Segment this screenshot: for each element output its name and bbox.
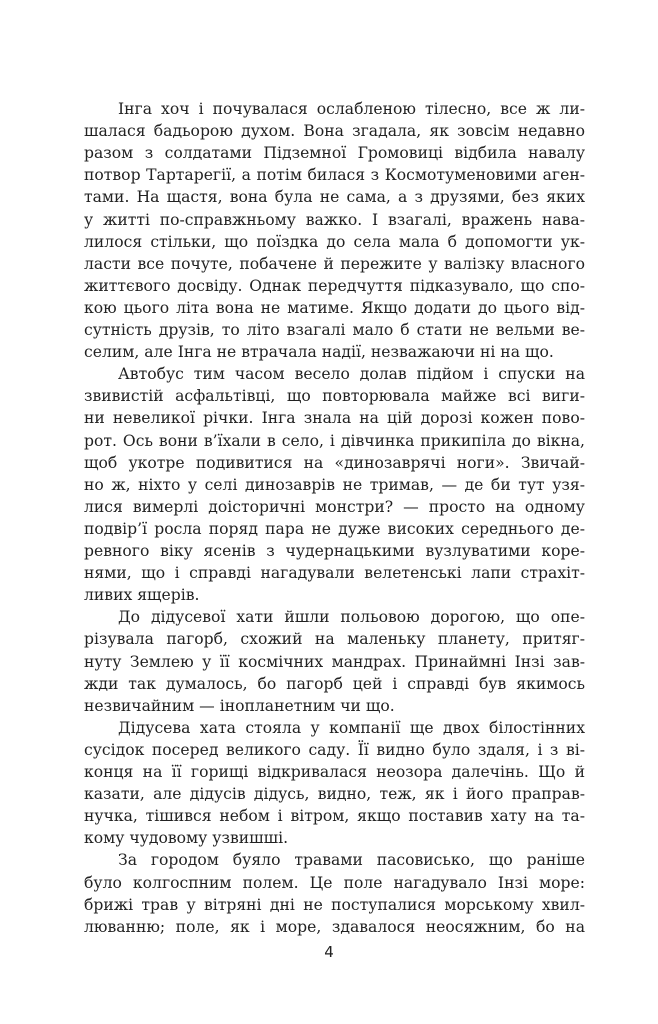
text-line: шалася бадьорою духом. Вона згадала, як зовсім недавно [84, 122, 585, 141]
text-line: потвор Тартарегії, а потім билася з Космотуменовими аген- [84, 166, 585, 185]
text-line: кому чудовому узвишші. [84, 829, 289, 848]
text-line: тами. На щастя, вона була не сама, а з друзями, без яких [84, 188, 585, 207]
text-line: лилося стільки, що поїздка до села мала б допомогти ук- [84, 232, 585, 251]
text-line: ласти все почуте, побачене й пережите у валізку власного [84, 254, 585, 273]
text-line: нуту Землею у її космічних мандрах. Принаймні Інзі зав- [84, 652, 585, 671]
text-line: різувала пагорб, схожий на маленьку планету, притяг- [84, 630, 585, 649]
text-line: незвичайним — інопланетним чи що. [84, 696, 395, 715]
text-line: конця на її горищі відкривалася неозора далечінь. Що й [84, 763, 585, 781]
text-line: До дідусевої хати йшли польовою дорогою, що опе- [118, 608, 585, 627]
text-line: Автобус тим часом весело долав підйом і спуски на [118, 365, 585, 384]
text-line: сусідок посеред великого саду. Її видно було здаля, і з ві- [84, 740, 585, 759]
text-line: люванню; поле, як і море, здавалося неосяжним, бо на [84, 917, 585, 936]
text-line: ревного віку ясенів з чудернацькими вузлуватими коре- [84, 542, 585, 560]
text-line: Інга хоч і почувалася ослабленою тілесно, все ж ли- [118, 100, 585, 118]
text-line: подвір’ї росла поряд пара не дуже високих середнього де- [84, 519, 585, 538]
text-line: За городом буяло травами пасовисько, що раніше [118, 851, 585, 870]
text-line: Дідусева хата стояла у компанії ще двох білостінних [118, 718, 585, 737]
text-line: нями, що і справді нагадували велетенські лапи страхіт- [84, 564, 585, 583]
text-line: щоб укотре подивитися на «динозаврячі ноги». Звичай- [84, 453, 585, 472]
text-line: жди так думалось, бо пагорб цей і справді був якимось [84, 674, 585, 693]
text-line: звивистій асфальтівці, що повторювала майже всі виги- [84, 387, 585, 406]
text-line: ни невеликої річки. Інга знала на цій дорозі кожен пово- [84, 409, 585, 428]
page-number: 4 [324, 943, 334, 961]
text-line: було колгоспним полем. Це поле нагадувало Інзі море: [84, 873, 585, 892]
text-line: життєвого досвіду. Однак передчуття підказувало, що спо- [84, 276, 585, 295]
text-line: кою цього літа вона не матиме. Якщо додати до цього від- [84, 298, 585, 317]
text-line: у житті по-справжньому важко. І взагалі, вражень нава- [84, 210, 585, 229]
text-line: казати, але дідусів дідусь, видно, теж, як і його праправ- [84, 785, 585, 804]
text-line: нучка, тішився небом і вітром, якщо поставив хату на та- [84, 807, 585, 826]
text-line: разом з солдатами Підземної Громовиці відбила навалу [84, 144, 585, 163]
text-line: но ж, ніхто у селі динозаврів не тримав, — де би тут узя- [84, 475, 585, 494]
text-line: ливих ящерів. [84, 586, 200, 605]
text-line: сутність друзів, то літо взагалі мало б стати не вельми ве- [84, 321, 585, 339]
text-line: рот. Ось вони в’їхали в село, і дівчинка прикипіла до вікна, [84, 431, 585, 450]
text-line: брижі трав у вітряні дні не поступалися морському хвил- [84, 895, 585, 914]
text-line: лися вимерлі доісторичні монстри? — просто на одному [84, 497, 585, 516]
text-line: селим, але Інга не втрачала надії, незважаючи ні на що. [84, 343, 554, 362]
